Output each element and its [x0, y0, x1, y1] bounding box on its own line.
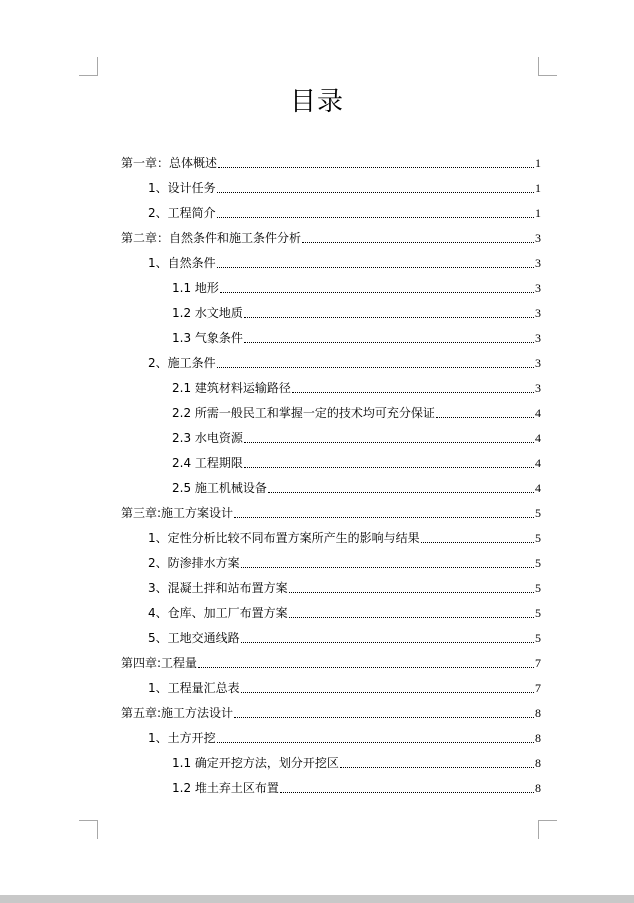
toc-entry[interactable]	[121, 473, 541, 498]
toc-entry-text: 第二章：自然条件和施工条件分析	[121, 231, 302, 245]
toc-dot-leader	[421, 542, 534, 543]
margin-mark-top-right	[538, 57, 557, 76]
toc-entry[interactable]	[121, 673, 541, 698]
toc-dot-leader	[340, 767, 534, 768]
toc-page-number: 8	[535, 706, 541, 720]
toc-entry-text: 2.2 所需一般民工和掌握一定的技术均可充分保证	[172, 406, 435, 420]
toc-entry-text: 2.4 工程期限	[172, 456, 243, 470]
toc-entry[interactable]	[121, 773, 541, 798]
toc-entry[interactable]	[121, 173, 541, 198]
toc-entry-text: 1、工程量汇总表	[148, 681, 240, 695]
toc-page-number: 5	[535, 581, 541, 595]
toc-entry[interactable]	[121, 148, 541, 173]
toc-page-number: 5	[535, 606, 541, 620]
toc-page-number: 1	[535, 181, 541, 195]
toc-page-number: 3	[535, 256, 541, 270]
toc-entry[interactable]	[121, 723, 541, 748]
toc-entry[interactable]	[121, 548, 541, 573]
toc-entry-text: 1.2 水文地质	[172, 306, 243, 320]
toc-entry-text: 1.3 气象条件	[172, 331, 243, 345]
toc-entry[interactable]	[121, 248, 541, 273]
toc-entry-text: 4、仓库、加工厂布置方案	[148, 606, 288, 620]
toc-entry[interactable]	[121, 398, 541, 423]
toc-entry[interactable]	[121, 573, 541, 598]
toc-entry-text: 1、定性分析比较不同布置方案所产生的影响与结果	[148, 531, 420, 545]
window-bottom-edge	[0, 895, 634, 903]
toc-page-number: 3	[535, 281, 541, 295]
toc-dot-leader	[234, 517, 534, 518]
toc-dot-leader	[241, 642, 534, 643]
toc-entry[interactable]	[121, 623, 541, 648]
toc-entry-text: 2.5 施工机械设备	[172, 481, 267, 495]
toc-dot-leader	[241, 692, 534, 693]
toc-entry-text: 第四章:工程量	[121, 656, 198, 670]
toc-entry[interactable]	[121, 298, 541, 323]
toc-entry[interactable]	[121, 498, 541, 523]
toc-entry[interactable]	[121, 198, 541, 223]
toc-page-number: 8	[535, 756, 541, 770]
toc-entry[interactable]	[121, 223, 541, 248]
table-of-contents	[121, 148, 541, 798]
toc-dot-leader	[234, 717, 534, 718]
toc-dot-leader	[244, 442, 534, 443]
toc-entry-text: 2、工程简介	[148, 206, 216, 220]
toc-entry-text: 1、自然条件	[148, 256, 216, 270]
margin-mark-bottom-left	[79, 820, 98, 839]
toc-entry[interactable]	[121, 348, 541, 373]
toc-dot-leader	[302, 242, 534, 243]
toc-entry-text: 2.1 建筑材料运输路径	[172, 381, 291, 395]
toc-dot-leader	[198, 667, 534, 668]
toc-entry-text: 第三章:施工方案设计	[121, 506, 234, 520]
toc-page-number: 4	[535, 456, 541, 470]
toc-page-number: 3	[535, 306, 541, 320]
toc-entry-text: 5、工地交通线路	[148, 631, 240, 645]
toc-page-number: 5	[535, 556, 541, 570]
toc-entry[interactable]	[121, 273, 541, 298]
toc-page-number: 7	[535, 656, 541, 670]
toc-page-number: 4	[535, 406, 541, 420]
toc-title: 目录	[289, 87, 344, 117]
toc-entry-text: 1.1 确定开挖方法，划分开挖区	[172, 756, 339, 770]
toc-entry[interactable]	[121, 648, 541, 673]
toc-entry[interactable]	[121, 748, 541, 773]
toc-page-number: 3	[535, 356, 541, 370]
toc-dot-leader	[244, 317, 534, 318]
toc-page-number: 8	[535, 731, 541, 745]
toc-entry-text: 2、施工条件	[148, 356, 216, 370]
toc-page-number: 5	[535, 506, 541, 520]
toc-dot-leader	[289, 592, 534, 593]
toc-dot-leader	[289, 617, 534, 618]
toc-dot-leader	[217, 217, 534, 218]
toc-entry-text: 2.3 水电资源	[172, 431, 243, 445]
toc-dot-leader	[220, 292, 534, 293]
toc-entry-text: 1、设计任务	[148, 181, 216, 195]
toc-entry-text: 第五章:施工方法设计	[121, 706, 234, 720]
toc-entry-text: 第一章：总体概述	[121, 156, 218, 170]
toc-page-number: 7	[535, 681, 541, 695]
toc-page-number: 5	[535, 631, 541, 645]
toc-entry[interactable]	[121, 698, 541, 723]
toc-page-number: 8	[535, 781, 541, 795]
toc-page-number: 1	[535, 156, 541, 170]
toc-dot-leader	[217, 192, 534, 193]
toc-entry[interactable]	[121, 523, 541, 548]
toc-entry[interactable]	[121, 598, 541, 623]
toc-dot-leader	[217, 742, 534, 743]
toc-page-number: 1	[535, 206, 541, 220]
toc-entry-text: 1.2 堆土弃土区布置	[172, 781, 279, 795]
toc-page-number: 5	[535, 531, 541, 545]
toc-entry-text: 3、混凝土拌和站布置方案	[148, 581, 288, 595]
toc-entry-text: 1.1 地形	[172, 281, 219, 295]
toc-dot-leader	[244, 342, 534, 343]
toc-entry-text: 1、土方开挖	[148, 731, 216, 745]
toc-entry[interactable]	[121, 423, 541, 448]
toc-dot-leader	[268, 492, 534, 493]
toc-dot-leader	[217, 267, 534, 268]
toc-page-number: 3	[535, 331, 541, 345]
toc-entry-text: 2、防渗排水方案	[148, 556, 240, 570]
toc-page-number: 4	[535, 431, 541, 445]
toc-page-number: 3	[535, 231, 541, 245]
toc-dot-leader	[436, 417, 534, 418]
toc-dot-leader	[280, 792, 534, 793]
toc-page-number: 3	[535, 381, 541, 395]
toc-dot-leader	[217, 367, 534, 368]
margin-mark-bottom-right	[538, 820, 557, 839]
toc-dot-leader	[244, 467, 534, 468]
toc-dot-leader	[292, 392, 534, 393]
margin-mark-top-left	[79, 57, 98, 76]
toc-dot-leader	[218, 167, 534, 168]
toc-page-number: 4	[535, 481, 541, 495]
toc-entry[interactable]	[121, 448, 541, 473]
toc-entry[interactable]	[121, 373, 541, 398]
toc-dot-leader	[241, 567, 534, 568]
toc-entry[interactable]	[121, 323, 541, 348]
